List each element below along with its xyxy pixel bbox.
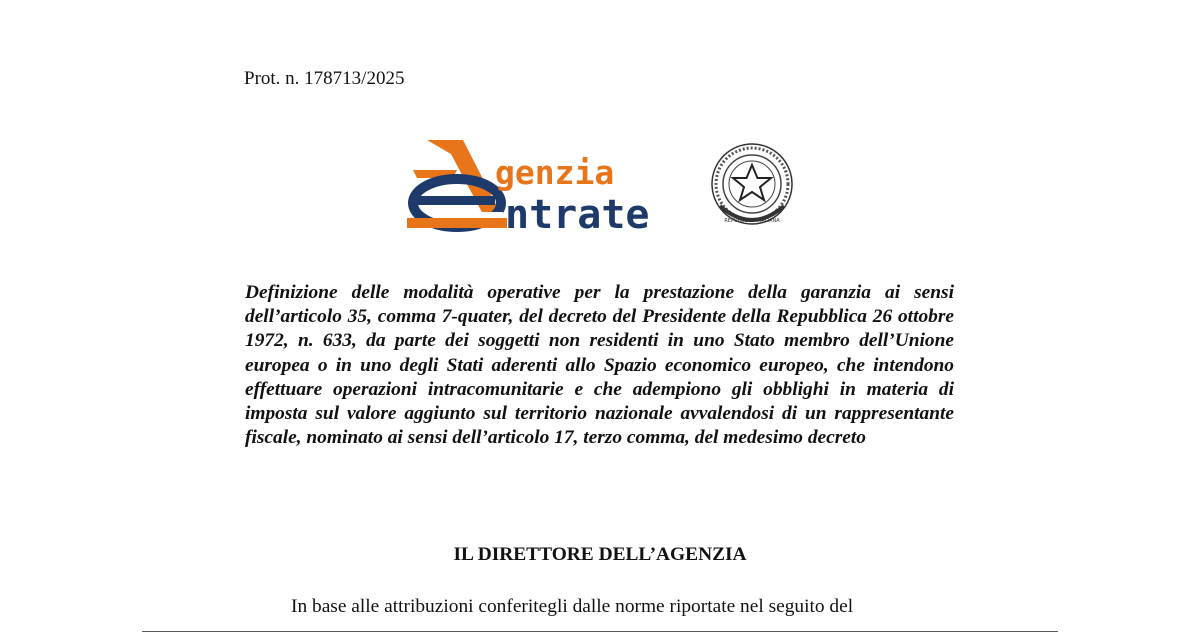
logo-word-genzia: genzia bbox=[495, 153, 615, 192]
logo-word-ntrate: ntrate bbox=[505, 192, 650, 236]
emblem-ribbon-text: REPUBBLICA ITALIANA bbox=[724, 218, 780, 224]
protocol-number: Prot. n. 178713/2025 bbox=[244, 68, 405, 89]
agenzia-entrate-logo bbox=[407, 136, 797, 236]
italian-republic-emblem bbox=[712, 144, 792, 224]
section-heading: IL DIRETTORE DELL’AGENZIA bbox=[453, 544, 747, 565]
document-subject: Definizione delle modalità operative per la prestazione della garanzia ai sensi dell’articolo 35, comma 7-quater, del decreto del Presidente della Repubblica 26 ottobre 1972, n. 633, da parte dei soggetti non residenti in uno Stato membro dell’Unione europea o in uno degli Stati aderenti allo Spazio economico europeo, che intendono effettuare operazioni intracomunitarie e che adempiono gli obblighi in materia di imposta sul valore aggiunto sul territorio nazionale avvalendosi di un rappresentante fiscale, nominato ai sensi dell’articolo 17, terzo comma, del medesimo decreto bbox=[245, 282, 954, 449]
logo-base-bar bbox=[407, 218, 507, 228]
body-paragraph: In base alle attribuzioni conferitegli dalle norme riportate nel seguito del bbox=[291, 596, 854, 617]
page-divider bbox=[142, 631, 1058, 632]
